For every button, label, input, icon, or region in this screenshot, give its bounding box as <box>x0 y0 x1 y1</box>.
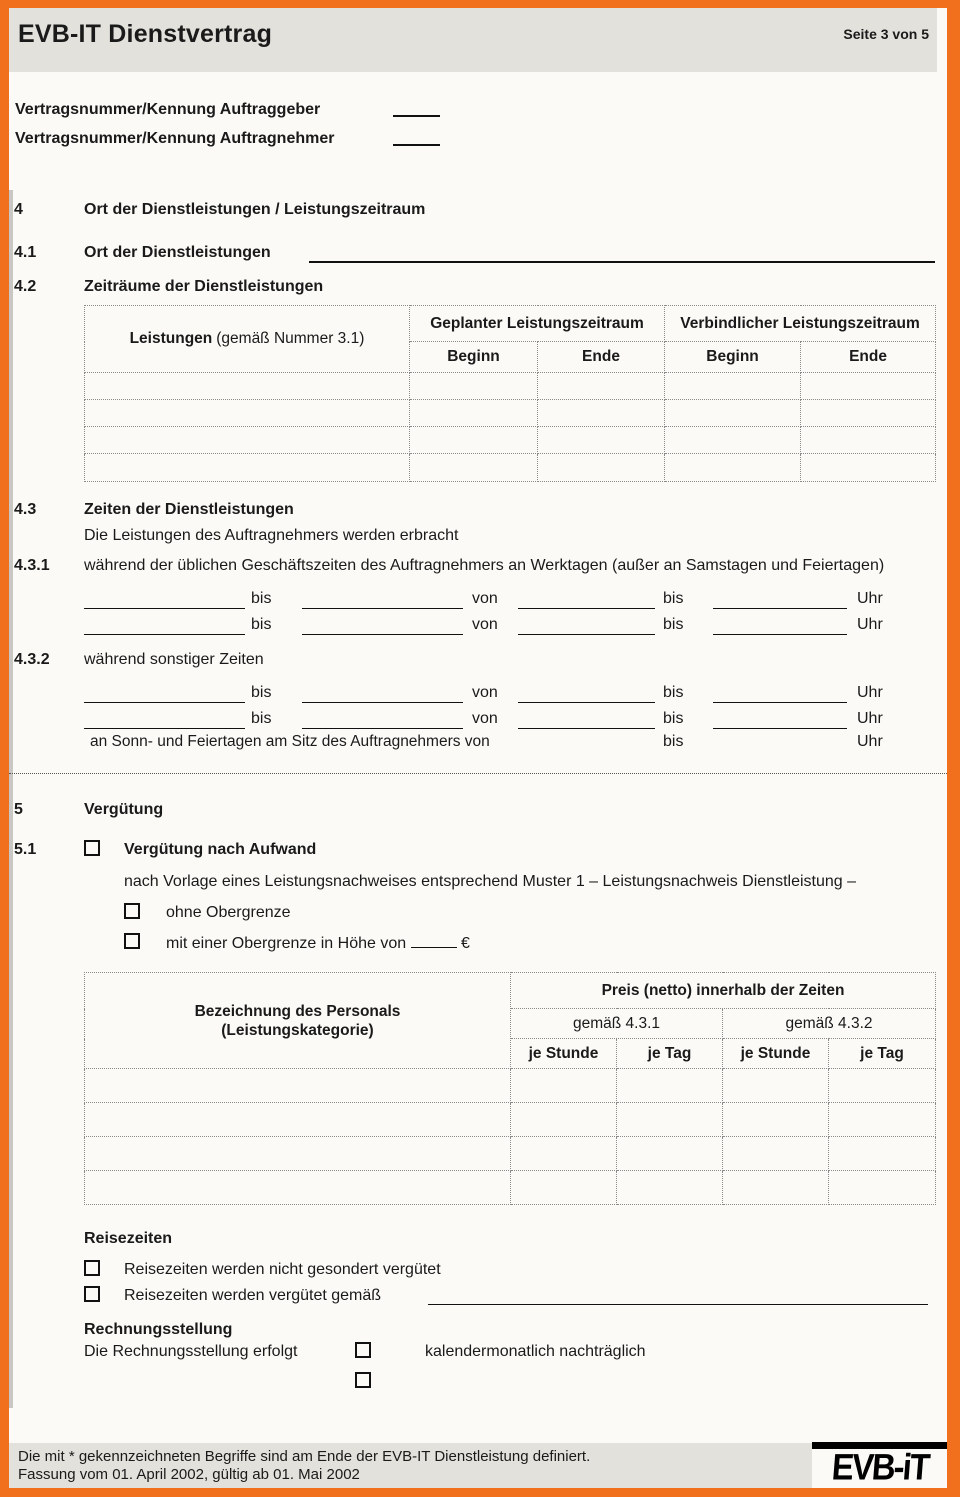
section-4-2-title: Zeiträume der Dienstleistungen <box>84 278 324 295</box>
with-cap-checkbox[interactable] <box>124 933 140 949</box>
sunday-holiday-row <box>9 733 947 751</box>
services-header-note: (gemäß Nummer 3.1) <box>216 330 365 347</box>
price-cell[interactable] <box>617 1137 723 1171</box>
uhr-label: Uhr <box>857 684 883 701</box>
time-from-field[interactable] <box>518 608 655 609</box>
travel-paid-label: Reisezeiten werden vergütet gemäß <box>124 1287 382 1304</box>
binding-end-cell[interactable] <box>801 454 936 482</box>
von-label: von <box>472 590 498 607</box>
binding-end-header: Ende <box>801 342 936 373</box>
planned-end-cell[interactable] <box>538 400 665 427</box>
travel-paid-reference-field[interactable] <box>428 1304 928 1305</box>
contractor-contract-number-field[interactable] <box>393 144 440 146</box>
bis-label: bis <box>251 684 272 701</box>
section-4-number: 4 <box>14 201 23 218</box>
binding-begin-cell[interactable] <box>665 454 801 482</box>
price-cell[interactable] <box>617 1103 723 1137</box>
section-4-1-number: 4.1 <box>14 244 37 261</box>
planned-end-cell[interactable] <box>538 373 665 400</box>
personnel-cell[interactable] <box>85 1103 511 1137</box>
uhr-label: Uhr <box>857 733 883 750</box>
services-header-cell <box>85 306 410 373</box>
binding-end-cell[interactable] <box>801 400 936 427</box>
travel-not-paid-label: Reisezeiten werden nicht gesondert vergütet <box>124 1261 441 1278</box>
price-header-cell: Preis (netto) innerhalb der Zeiten <box>511 973 936 1009</box>
von-label: von <box>472 710 498 727</box>
with-cap-label <box>166 933 470 953</box>
footer-note-line1: Die mit * gekennzeichneten Begriffe sind am Ende der EVB-IT Dienstleistung definiert. <box>18 1448 591 1465</box>
binding-begin-header: Beginn <box>665 342 801 373</box>
uhr-label: Uhr <box>857 616 883 633</box>
planned-end-header: Ende <box>538 342 665 373</box>
ref-432-header: gemäß 4.3.2 <box>723 1009 936 1039</box>
bis-label: bis <box>251 616 272 633</box>
planned-begin-header: Beginn <box>410 342 538 373</box>
table-row <box>85 1103 936 1137</box>
planned-begin-cell[interactable] <box>410 373 538 400</box>
time-from-field[interactable] <box>518 634 655 635</box>
service-periods-table <box>84 305 936 482</box>
day-to-field[interactable] <box>302 728 463 729</box>
uhr-label: Uhr <box>857 710 883 727</box>
bis-label: bis <box>663 710 684 727</box>
price-cell[interactable] <box>617 1069 723 1103</box>
time-to-field[interactable] <box>713 634 847 635</box>
client-contract-number-field[interactable] <box>393 115 440 117</box>
ref-431-header: gemäß 4.3.1 <box>511 1009 723 1039</box>
section-5-1-title: Vergütung nach Aufwand <box>124 841 317 858</box>
client-contract-number-label: Vertragsnummer/Kennung Auftraggeber <box>15 101 321 118</box>
invoicing-monthly-checkbox[interactable] <box>355 1342 371 1358</box>
von-label: von <box>472 616 498 633</box>
no-cap-checkbox[interactable] <box>124 903 140 919</box>
page-number-indicator: Seite 3 von 5 <box>843 26 929 42</box>
planned-period-header: Geplanter Leistungszeitraum <box>410 306 665 342</box>
section-change-bar <box>9 190 13 1408</box>
table-row <box>85 427 936 454</box>
von-label: von <box>472 684 498 701</box>
table-row <box>85 373 936 400</box>
sunday-holiday-text: an Sonn- und Feiertagen am Sitz des Auftragnehmers von <box>90 733 490 750</box>
table-row <box>85 454 936 482</box>
section-4-3-2-number: 4.3.2 <box>14 651 50 668</box>
day-to-field[interactable] <box>302 608 463 609</box>
binding-end-cell[interactable] <box>801 373 936 400</box>
per-day-header: je Tag <box>829 1039 936 1069</box>
table-row <box>85 400 936 427</box>
day-from-field[interactable] <box>84 728 245 729</box>
section-4-3-1-text: während der üblichen Geschäftszeiten des Auftragnehmers an Werktagen (außer an Samstagen und Feiertagen) <box>84 557 885 574</box>
time-to-field[interactable] <box>713 702 847 703</box>
personnel-header-line1: Bezeichnung des Personals <box>194 1002 401 1020</box>
service-cell[interactable] <box>85 427 410 454</box>
section-4-title: Ort der Dienstleistungen / Leistungszeitraum <box>84 201 426 218</box>
service-location-field[interactable] <box>309 261 935 263</box>
section-4-3-1-number: 4.3.1 <box>14 557 50 574</box>
travel-not-paid-checkbox[interactable] <box>84 1260 100 1276</box>
section-4-3-title: Zeiten der Dienstleistungen <box>84 501 294 518</box>
section-5-title: Vergütung <box>84 801 164 818</box>
section-5-number: 5 <box>14 801 23 818</box>
binding-begin-cell[interactable] <box>665 400 801 427</box>
personnel-price-table <box>84 972 936 1205</box>
day-from-field[interactable] <box>84 608 245 609</box>
bis-label: bis <box>251 710 272 727</box>
section-separator <box>9 773 947 774</box>
price-cell[interactable] <box>723 1137 829 1171</box>
other-hours-row <box>9 710 947 728</box>
bis-label: bis <box>251 590 272 607</box>
planned-begin-cell[interactable] <box>410 427 538 454</box>
invoicing-monthly-label: kalendermonatlich nachträglich <box>425 1343 646 1360</box>
other-hours-row <box>9 684 947 702</box>
section-4-3-2-text: während sonstiger Zeiten <box>84 651 264 668</box>
travel-times-title: Reisezeiten <box>84 1230 173 1247</box>
services-header-label: Leistungen <box>129 330 213 347</box>
document-page <box>9 8 947 1488</box>
price-cell[interactable] <box>829 1171 936 1205</box>
binding-end-cell[interactable] <box>801 427 936 454</box>
planned-end-cell[interactable] <box>538 427 665 454</box>
time-from-field[interactable] <box>518 728 655 729</box>
personnel-cell[interactable] <box>85 1069 511 1103</box>
day-from-field[interactable] <box>84 634 245 635</box>
invoicing-other-checkbox[interactable] <box>355 1372 371 1388</box>
time-from-field[interactable] <box>518 702 655 703</box>
section-5-1-intro: nach Vorlage eines Leistungsnachweises entsprechend Muster 1 – Leistungsnachweis Dienstleistung – <box>124 873 857 890</box>
section-5-1-number: 5.1 <box>14 841 37 858</box>
planned-begin-cell[interactable] <box>410 454 538 482</box>
cap-amount-field[interactable] <box>411 933 457 948</box>
bis-label: bis <box>663 684 684 701</box>
price-cell[interactable] <box>723 1103 829 1137</box>
binding-begin-cell[interactable] <box>665 427 801 454</box>
bis-label: bis <box>663 590 684 607</box>
time-to-field[interactable] <box>713 608 847 609</box>
section-4-3-intro: Die Leistungen des Auftragnehmers werden erbracht <box>84 527 459 544</box>
table-row <box>85 1137 936 1171</box>
price-cell[interactable] <box>723 1171 829 1205</box>
binding-begin-cell[interactable] <box>665 373 801 400</box>
personnel-cell[interactable] <box>85 1137 511 1171</box>
binding-period-header: Verbindlicher Leistungszeitraum <box>665 306 936 342</box>
table-row <box>85 1069 936 1103</box>
per-hour-header: je Stunde <box>723 1039 829 1069</box>
no-cap-label: ohne Obergrenze <box>166 904 291 921</box>
table-row <box>85 1171 936 1205</box>
service-cell[interactable] <box>85 400 410 427</box>
price-cell[interactable] <box>723 1069 829 1103</box>
price-cell[interactable] <box>829 1103 936 1137</box>
planned-end-cell[interactable] <box>538 454 665 482</box>
footer-note-line2: Fassung vom 01. April 2002, gültig ab 01. Mai 2002 <box>18 1466 360 1483</box>
document-title: EVB-IT Dienstvertrag <box>18 20 273 48</box>
contractor-contract-number-label: Vertragsnummer/Kennung Auftragnehmer <box>15 130 335 147</box>
invoicing-lead: Die Rechnungsstellung erfolgt <box>84 1343 298 1360</box>
price-cell[interactable] <box>829 1137 936 1171</box>
bis-label: bis <box>663 616 684 633</box>
personnel-header-line2: (Leistungskategorie) <box>221 1021 374 1039</box>
section-4-2-number: 4.2 <box>14 278 37 295</box>
price-cell[interactable] <box>829 1069 936 1103</box>
invoicing-title: Rechnungsstellung <box>84 1321 233 1338</box>
day-to-field[interactable] <box>302 702 463 703</box>
price-cell[interactable] <box>511 1137 617 1171</box>
per-day-header: je Tag <box>617 1039 723 1069</box>
page-header <box>9 8 937 72</box>
price-cell[interactable] <box>617 1171 723 1205</box>
logo-text: EVB-iT <box>830 1445 930 1488</box>
with-cap-prefix: mit einer Obergrenze in Höhe von <box>166 935 407 952</box>
time-to-field[interactable] <box>713 728 847 729</box>
price-cell[interactable] <box>511 1103 617 1137</box>
section-4-1-title: Ort der Dienstleistungen <box>84 244 271 261</box>
travel-paid-checkbox[interactable] <box>84 1286 100 1302</box>
currency-symbol: € <box>461 935 470 952</box>
price-cell[interactable] <box>511 1171 617 1205</box>
day-to-field[interactable] <box>302 634 463 635</box>
effort-based-payment-checkbox[interactable] <box>84 840 100 856</box>
business-hours-row <box>9 590 947 608</box>
personnel-cell[interactable] <box>85 1171 511 1205</box>
evb-it-logo <box>812 1440 947 1488</box>
price-cell[interactable] <box>511 1069 617 1103</box>
day-from-field[interactable] <box>84 702 245 703</box>
bis-label: bis <box>663 733 684 750</box>
service-cell[interactable] <box>85 454 410 482</box>
section-4-3-number: 4.3 <box>14 501 37 518</box>
planned-begin-cell[interactable] <box>410 400 538 427</box>
business-hours-row <box>9 616 947 634</box>
service-cell[interactable] <box>85 373 410 400</box>
page-footer <box>9 1443 947 1488</box>
personnel-header-cell <box>85 973 511 1069</box>
per-hour-header: je Stunde <box>511 1039 617 1069</box>
uhr-label: Uhr <box>857 590 883 607</box>
